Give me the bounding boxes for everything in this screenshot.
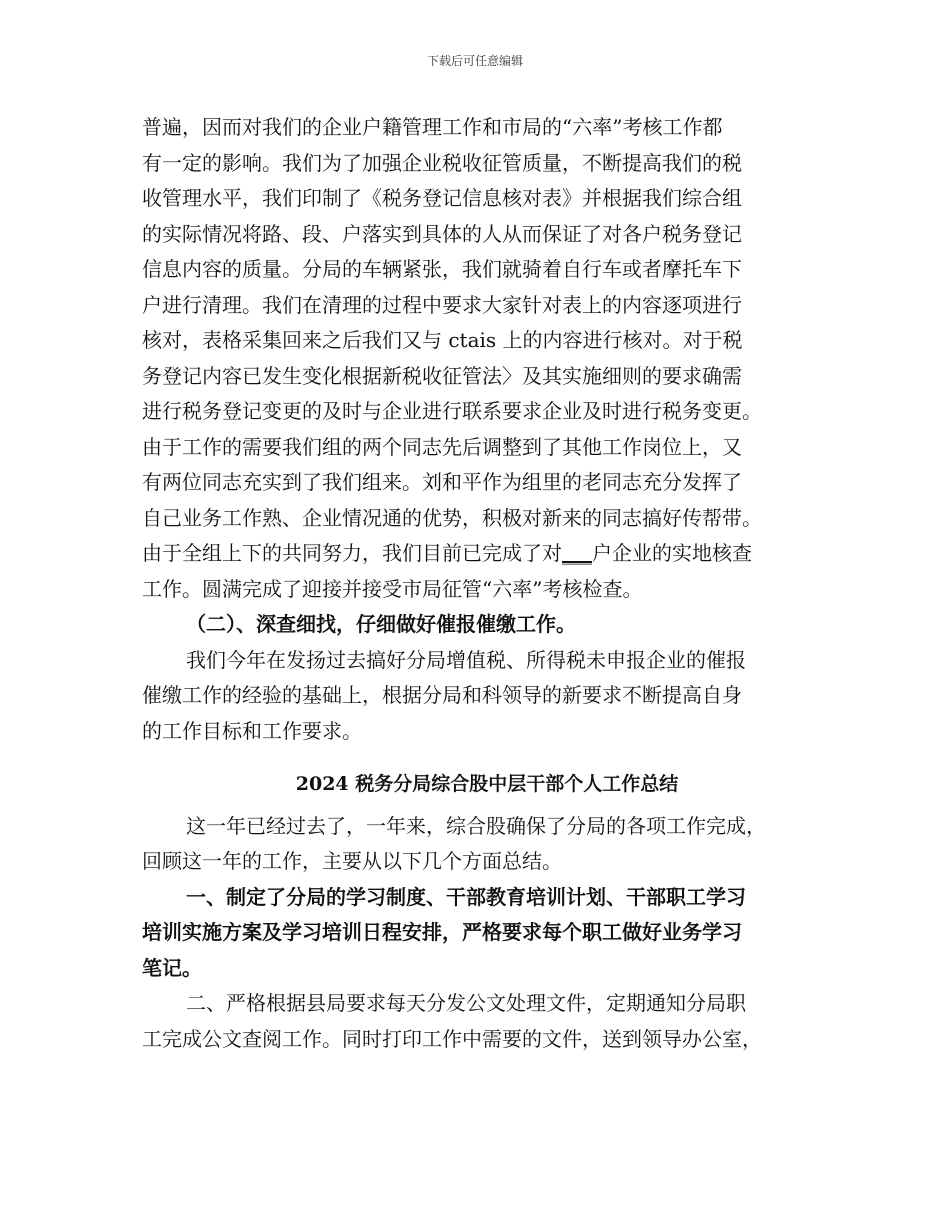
text-segment: 户企业的实地核查 xyxy=(592,541,752,565)
text-line: 培训实施方案及学习培训日程安排，严格要求每个职工做好业务学习 xyxy=(142,920,742,944)
text-line: 工作。圆满完成了迎接并接受市局征管“六率”考核检查。 xyxy=(142,576,643,601)
text-line: 普遍，因而对我们的企业户籍管理工作和市局的“六率”考核工作都 xyxy=(142,115,723,139)
text-line: 收管理水平，我们印制了《税务登记信息核对表》并根据我们综合组 xyxy=(142,186,742,210)
section-1 xyxy=(142,880,832,987)
text-line: 务登记内容已发生变化根据新税收征管法〉及其实施细则的要求确需 xyxy=(142,363,742,388)
paragraph-2 xyxy=(142,643,832,750)
document-title: 2024 税务分局综合股中层干部个人工作总结 xyxy=(295,773,679,795)
text-line: 笔记。 xyxy=(142,955,202,980)
document-body xyxy=(142,110,832,1057)
text-line: 的工作目标和工作要求。 xyxy=(142,718,362,743)
text-line: 自己业务工作熟、企业情况通的优势，积极对新来的同志搞好传帮带。 xyxy=(142,505,762,530)
text-line: 这一年已经过去了，一年来，综合股确保了分局的各项工作完成， xyxy=(186,813,766,838)
text-line: 二、严格根据县局要求每天分发公文处理文件，定期通知分局职 xyxy=(186,991,746,1015)
text-line: 由于工作的需要我们组的两个同志先后调整到了其他工作岗位上，又 xyxy=(142,434,742,459)
text-line: 进行税务登记变更的及时与企业进行联系要求企业及时进行税务变更。 xyxy=(142,399,762,423)
fill-in-blank: ___ xyxy=(562,541,592,565)
text-line: 工完成公文查阅工作。同时打印工作中需要的文件，送到领导办公室， xyxy=(142,1026,762,1051)
text-line: 一、制定了分局的学习制度、干部教育培训计划、干部职工学习 xyxy=(186,884,746,909)
section-heading: （二）、深查细找，仔细做好催报催缴工作。 xyxy=(186,612,576,636)
text-line: 回顾这一年的工作，主要从以下几个方面总结。 xyxy=(142,849,562,873)
text-line: 有两位同志充实到了我们组来。刘和平作为组里的老同志充分发挥了 xyxy=(142,470,742,494)
text-line: 的实际情况将路、段、户落实到具体的人从而保证了对各户税务登记 xyxy=(142,221,742,246)
text-line: 信息内容的质量。分局的车辆紧张，我们就骑着自行车或者摩托车下 xyxy=(142,257,742,281)
text-line: 户进行清理。我们在清理的过程中要求大家针对表上的内容逐项进行 xyxy=(142,292,742,317)
paragraph-1 xyxy=(142,110,832,607)
text-line: 我们今年在发扬过去搞好分局增值税、所得税未申报企业的催报 xyxy=(186,647,746,672)
section-2 xyxy=(142,986,832,1057)
text-line: 核对，表格采集回来之后我们又与 ctais 上的内容进行核对。对于税 xyxy=(142,328,743,352)
text-line: 催缴工作的经验的基础上，根据分局和科领导的新要求不断提高自身 xyxy=(142,683,742,707)
text-line: 有一定的影响。我们为了加强企业税收征管质量，不断提高我们的税 xyxy=(142,150,742,175)
page-header: 下载后可任意编辑 xyxy=(426,54,523,68)
text-line-with-blank xyxy=(142,536,832,572)
paragraph-3 xyxy=(142,809,832,880)
text-segment: 由于全组上下的共同努力，我们目前已完成了对 xyxy=(142,541,562,565)
